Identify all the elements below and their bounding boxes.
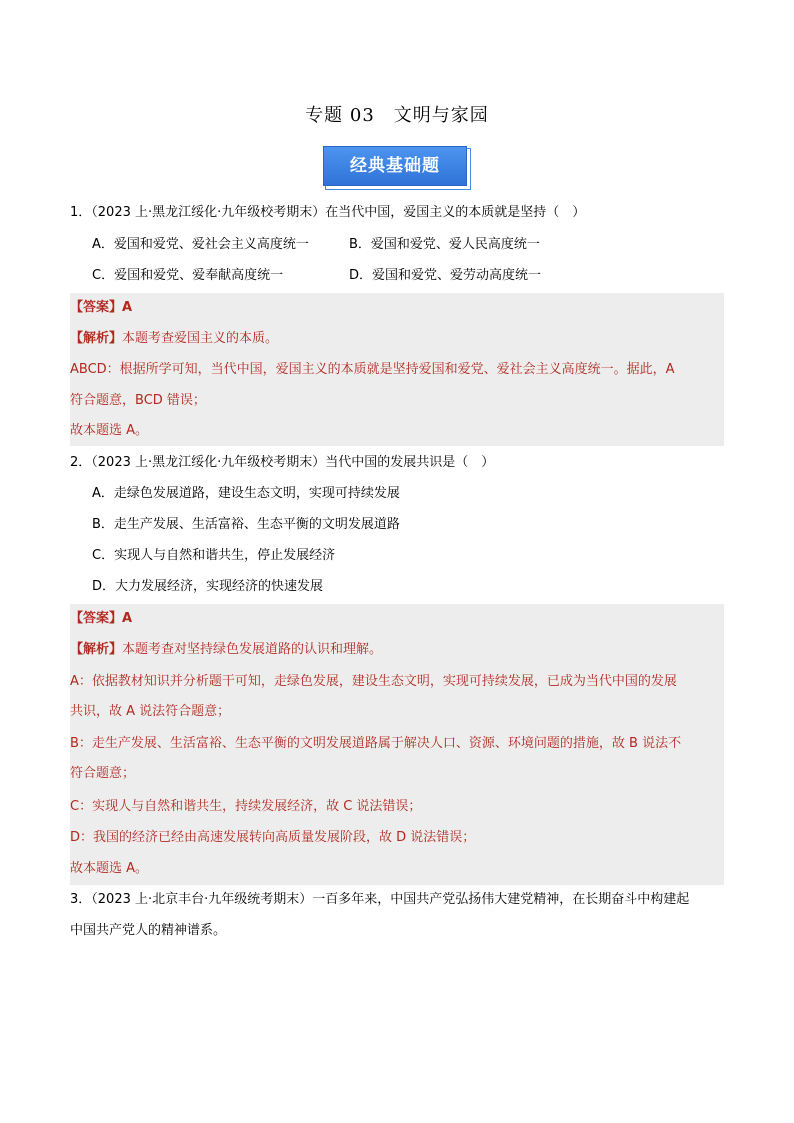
question-1-option-d: D．爱国和爱党、爱劳动高度统一 — [349, 268, 542, 283]
question-1-option-b: B．爱国和爱党、爱人民高度统一 — [349, 237, 540, 252]
question-1-answer — [70, 297, 132, 319]
question-2-answer-block — [70, 604, 724, 885]
question-2-option-a-explain-2: 共识，故 A 说法符合题意； — [70, 704, 231, 719]
question-2-option-a-explain-1: A：依据教材知识并分析题干可知，走绿色发展，建设生态文明，实现可持续发展，已成为当代中国的发展 — [70, 674, 677, 689]
question-2-option-c: C．实现人与自然和谐共生，停止发展经济 — [92, 548, 336, 563]
question-2-option-a: A．走绿色发展道路，建设生态文明，实现可持续发展 — [92, 486, 400, 501]
question-3-stem-line-1: 3．（2023 上·北京丰台·九年级统考期末）一百多年来，中国共产党弘扬伟大建党精神，在长期奋斗中构建起 — [70, 892, 690, 907]
analysis-text: 本题考查爱国主义的本质。 — [122, 331, 279, 346]
question-1-detail-line-1: ABCD：根据所学可知，当代中国，爱国主义的本质就是坚持爱国和爱党、爱社会主义高度统一。据此，A — [70, 362, 675, 377]
analysis-label: 【解析】 — [70, 331, 123, 346]
question-1-option-a: A．爱国和爱党、爱社会主义高度统一 — [92, 237, 309, 252]
question-1-option-c: C．爱国和爱党、爱奉献高度统一 — [92, 268, 284, 283]
question-2-option-c-explain: C：实现人与自然和谐共生，持续发展经济，故 C 说法错误； — [70, 799, 422, 814]
question-2-analysis — [70, 639, 382, 661]
question-2-answer — [70, 608, 132, 630]
section-badge — [321, 144, 473, 190]
badge-label: 经典基础题 — [323, 146, 467, 186]
question-2-option-d: D．大力发展经济，实现经济的快速发展 — [92, 579, 324, 594]
question-1-stem: 1．（2023 上·黑龙江绥化·九年级校考期末）在当代中国，爱国主义的本质就是坚持（ ） — [70, 205, 586, 220]
page-title: 专题 03 文明与家园 — [305, 105, 489, 126]
question-2-stem: 2．（2023 上·黑龙江绥化·九年级校考期末）当代中国的发展共识是（ ） — [70, 455, 495, 470]
answer-label: 【答案】 — [70, 300, 123, 315]
question-1-detail-line-2: 符合题意，BCD 错误； — [70, 393, 206, 408]
question-2-option-b-explain-1: B：走生产发展、生活富裕、生态平衡的文明发展道路属于解决人口、资源、环境问题的措施，故 B 说法不 — [70, 736, 682, 751]
question-1-conclusion: 故本题选 A。 — [70, 423, 149, 438]
question-2-option-b-explain-2: 符合题意； — [70, 766, 136, 781]
analysis-text: 本题考查对坚持绿色发展道路的认识和理解。 — [122, 642, 383, 657]
question-3-stem-line-2: 中国共产党人的精神谱系。 — [70, 923, 227, 938]
analysis-label: 【解析】 — [70, 642, 123, 657]
question-2-option-b: B．走生产发展、生活富裕、生态平衡的文明发展道路 — [92, 517, 400, 532]
question-2-option-d-explain: D：我国的经济已经由高速发展转向高质量发展阶段，故 D 说法错误； — [70, 830, 476, 845]
answer-label: 【答案】 — [70, 611, 123, 626]
answer-value: A — [122, 300, 133, 315]
question-2-conclusion: 故本题选 A。 — [70, 861, 149, 876]
question-1-analysis — [70, 328, 278, 350]
answer-value: A — [122, 611, 133, 626]
question-1-answer-block — [70, 293, 724, 446]
